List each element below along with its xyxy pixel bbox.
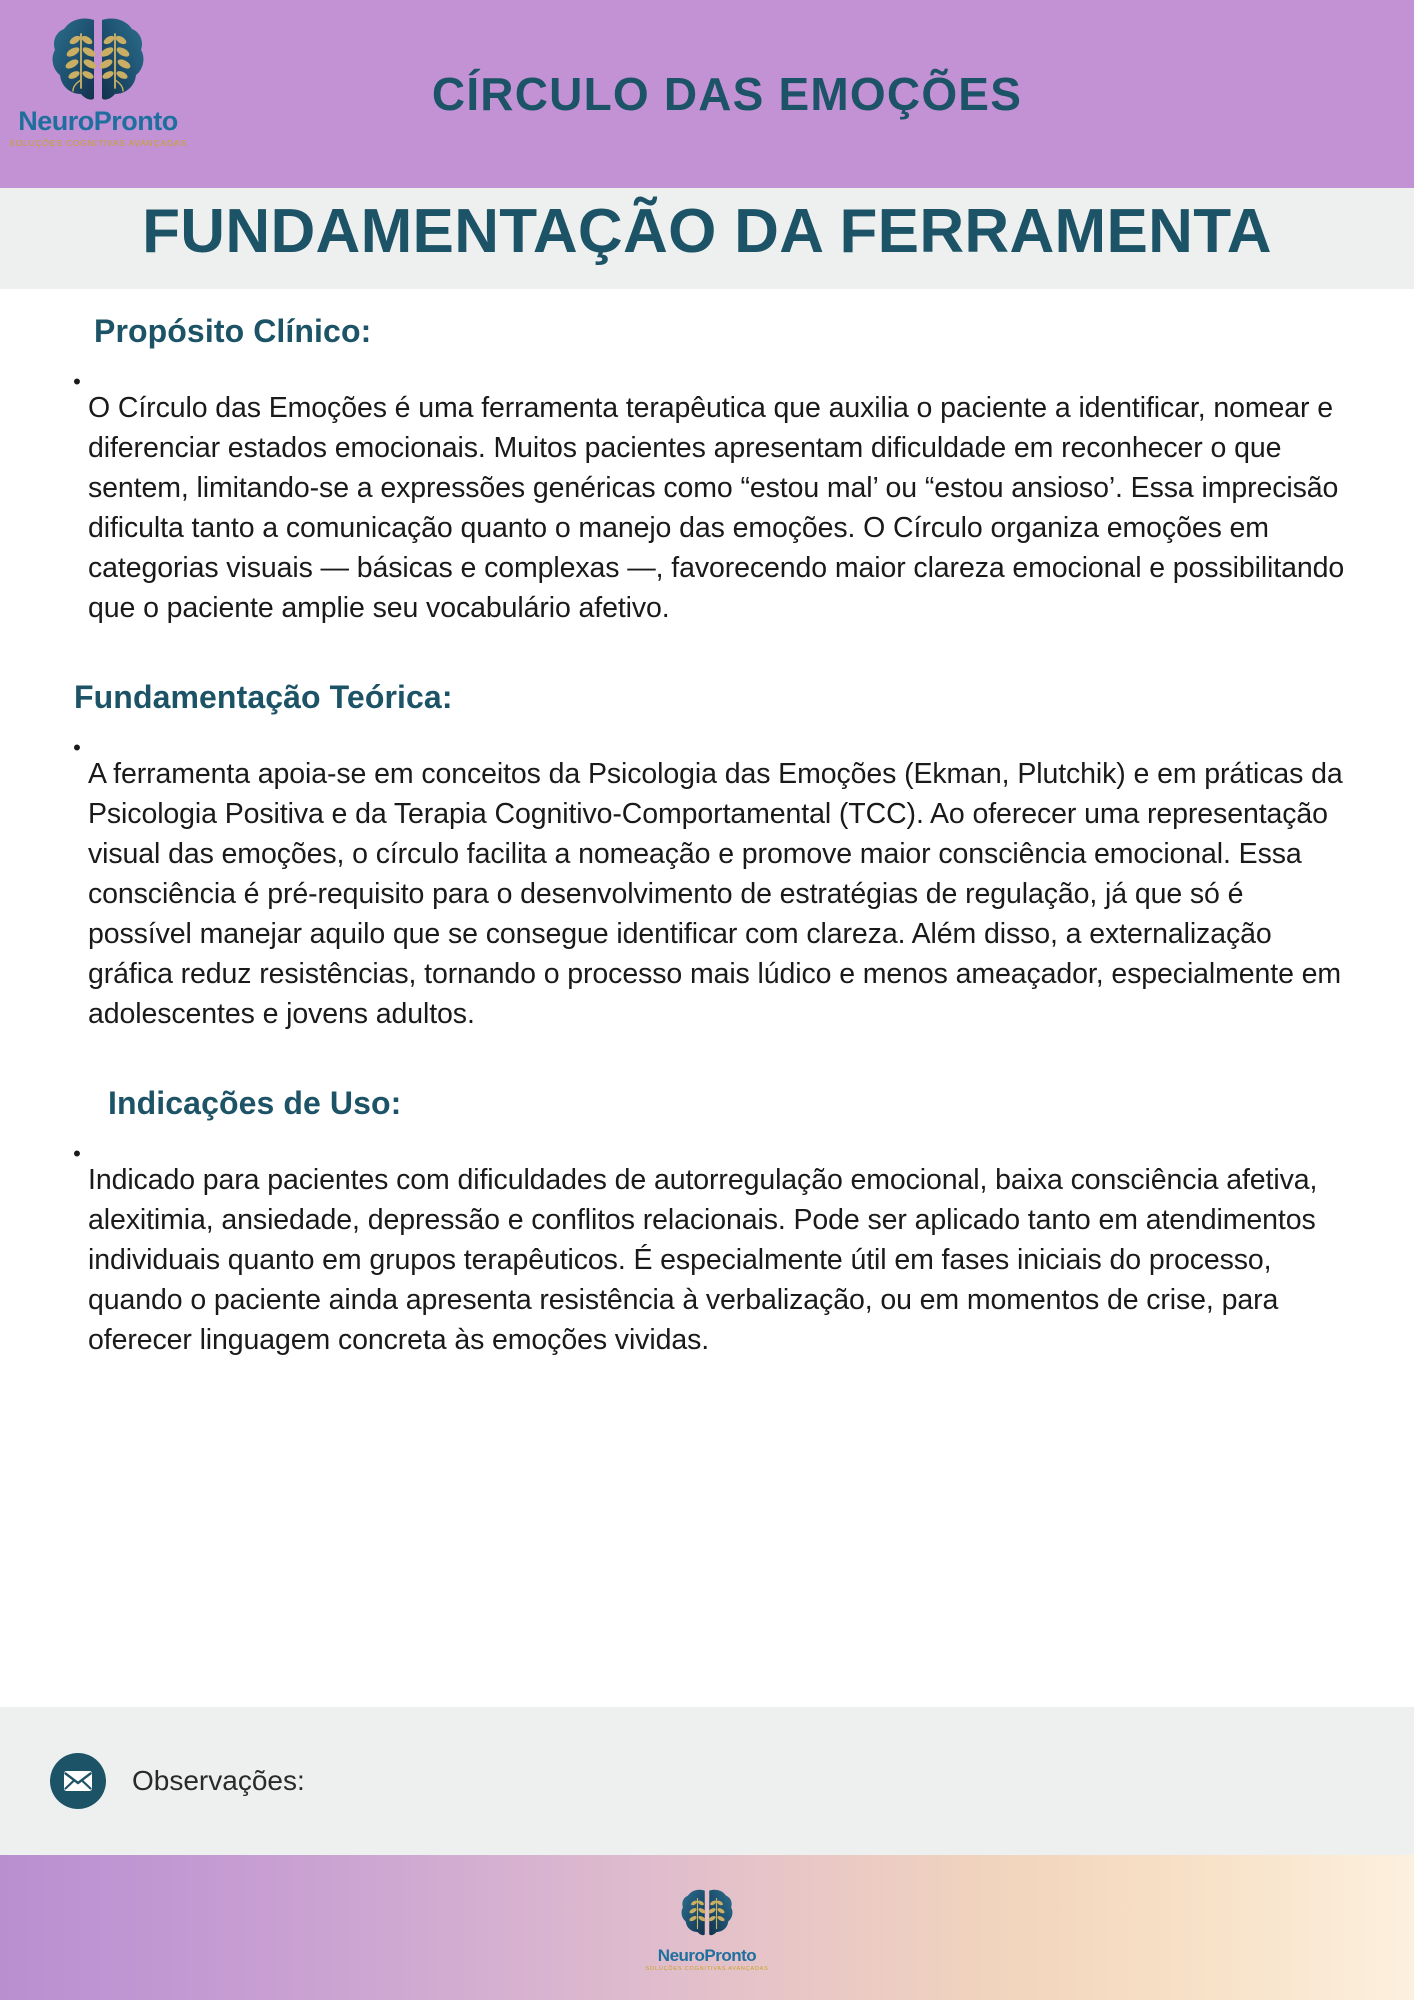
brain-leaf-icon — [48, 14, 148, 106]
section-proposito-clinico — [66, 313, 1348, 657]
section-body: A ferramenta apoia-se em conceitos da Psicologia das Emoções (Ekman, Plutchik) e em práticas da Psicologia Positiva e da Terapia Cognitivo-Comportamental (TCC). Ao oferecer uma representação visual das emoções, o círculo facilita a nomeação e promove maior consciência emocional. Essa consciência é pré-requisito para o desenvolvimento de estratégias de regulação, já que só é possível manejar aquilo que se consegue identificar com clareza. Além disso, a externalização gráfica reduz resistências, tornando o processo mais lúdico e menos ameaçador, especialmente em adolescentes e jovens adultos. — [88, 758, 1343, 1031]
bullet-icon: • — [73, 368, 81, 394]
section-heading: Fundamentação Teórica: — [74, 678, 453, 715]
brand-wordmark: NeuroPronto — [18, 106, 178, 136]
envelope-icon — [50, 1753, 106, 1809]
banner-title: CÍRCULO DAS EMOÇÕES — [431, 68, 1023, 120]
content-area — [0, 289, 1414, 1707]
footer-brand-logo — [645, 1882, 768, 1973]
bullet-icon: • — [73, 1140, 81, 1166]
notes-bar — [0, 1707, 1414, 1855]
section-heading: Indicações de Uso: — [108, 1084, 402, 1121]
brand-tagline: SOLUÇÕES COGNITIVAS AVANÇADAS — [9, 138, 187, 148]
section-indicacoes-de-uso — [66, 1085, 1348, 1389]
brand-tagline: SOLUÇÕES COGNITIVAS AVANÇADAS — [645, 1966, 769, 1973]
page-footer — [0, 1855, 1414, 2000]
brand-wordmark: NeuroPronto — [657, 1946, 757, 1966]
list-item — [66, 360, 1348, 657]
title-block — [0, 188, 1414, 289]
page-title: FUNDAMENTAÇÃO DA FERRAMENTA — [142, 197, 1272, 266]
notes-label: Observações: — [132, 1765, 305, 1796]
brain-leaf-icon — [679, 1882, 735, 1944]
bullet-icon: • — [73, 734, 81, 760]
header-brand-logo — [9, 14, 187, 164]
section-fundamentacao-teorica — [66, 679, 1348, 1063]
top-banner — [0, 0, 1414, 188]
section-body: O Círculo das Emoções é uma ferramenta terapêutica que auxilia o paciente a identificar, nomear e diferenciar estados emocionais. Muitos pacientes apresentam dificuldade em reconhecer o que sentem, limitando-se a expressões genéricas como “estou mal’ ou “estou ansioso’. Essa imprecisão dificulta tanto a comunicação quanto o manejo das emoções. O Círculo organiza emoções em categorias visuais — básicas e complexas —, favorecendo maior clareza emocional e possibilitando que o paciente amplie seu vocabulário afetivo. — [88, 392, 1345, 625]
list-item — [66, 1132, 1348, 1389]
list-item — [66, 726, 1348, 1063]
section-body: Indicado para pacientes com dificuldades de autorregulação emocional, baixa consciência afetiva, alexitimia, ansiedade, depressão e conflitos relacionais. Pode ser aplicado tanto em atendimentos individuais quanto em grupos terapêuticos. É especialmente útil em fases iniciais do processo, quando o paciente ainda apresenta resistência à verbalização, ou em momentos de crise, para oferecer linguagem concreta às emoções vividas. — [88, 1164, 1318, 1357]
section-heading: Propósito Clínico: — [94, 312, 372, 349]
